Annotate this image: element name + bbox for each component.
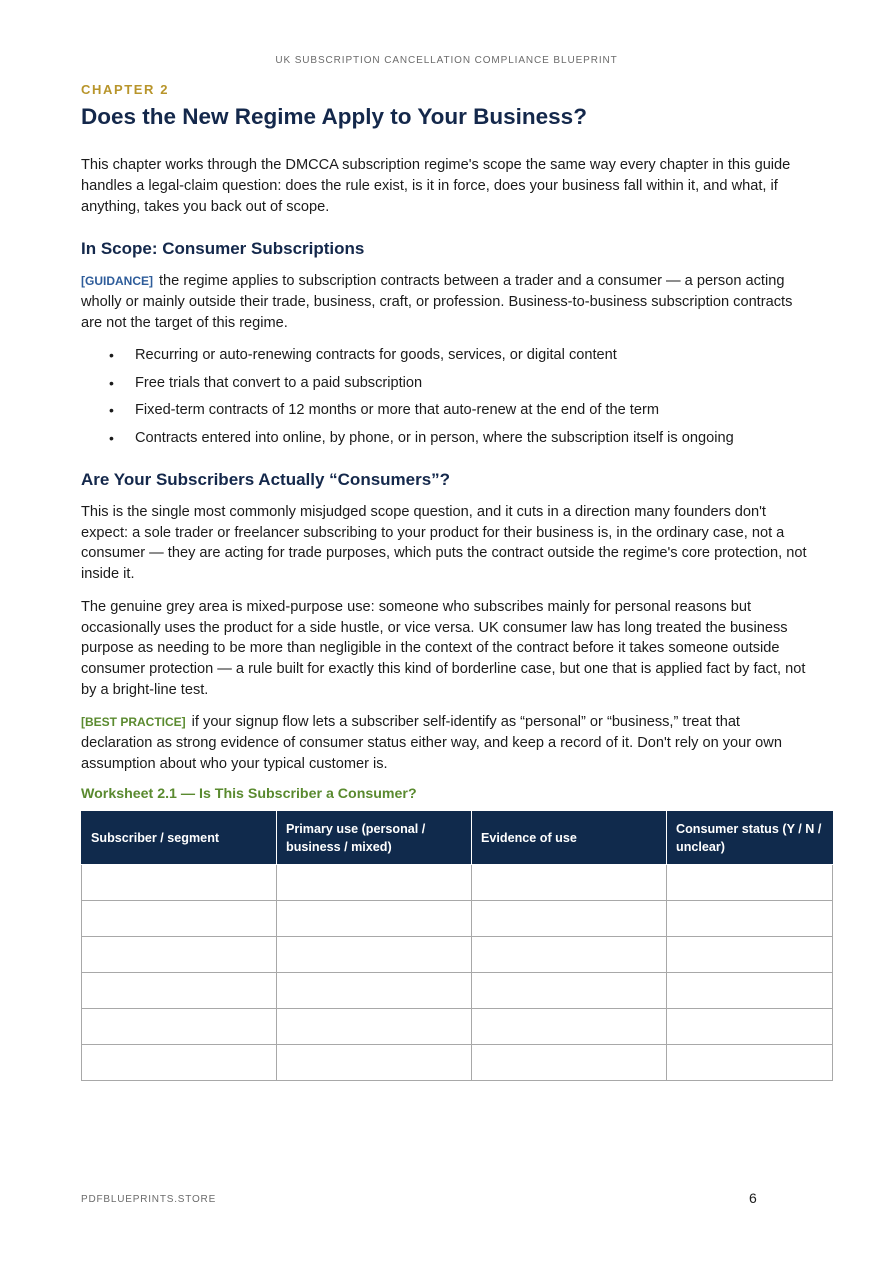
- table-cell[interactable]: [667, 973, 833, 1009]
- consumer-paragraph-1: This is the single most commonly misjudged scope question, and it cuts in a direction many founders don't expect: a sole trader or freelancer subscribing to your product for their business is, in the ordinary case, not a consumer — they are acting for trade purposes, which puts the contract outside the regime's core protection, not inside it.: [81, 504, 807, 583]
- bullet-icon: •: [109, 347, 114, 364]
- chapter-title: Does the New Regime Apply to Your Business?: [81, 104, 587, 129]
- guidance-paragraph: [81, 271, 811, 333]
- consumer-paragraph-2: The genuine grey area is mixed-purpose use: someone who subscribes mainly for personal reasons but occasionally uses the product for a side hustle, or vice versa. UK consumer law has long treated the business purpose as needing to be more than negligible in the context of the contract before it takes someone outside consumer protection — a rule built for exactly this kind of borderline case, but one that is applied fact by fact, not by a bright-line test.: [81, 598, 806, 698]
- table-row: [82, 1009, 833, 1045]
- table-row: [82, 1045, 833, 1081]
- table-cell[interactable]: [667, 1045, 833, 1081]
- best-practice-paragraph: [81, 712, 811, 774]
- table-cell[interactable]: [472, 973, 667, 1009]
- list-item: [81, 373, 811, 393]
- column-header: Evidence of use: [472, 812, 667, 865]
- guidance-text: the regime applies to subscription contracts between a trader and a consumer — a person acting wholly or mainly outside their trade, business, craft, or profession. Business-to-business subscription contracts are not the target of this regime.: [81, 273, 793, 331]
- table-row: [82, 937, 833, 973]
- table-cell[interactable]: [82, 973, 277, 1009]
- table-row: [82, 973, 833, 1009]
- table-cell[interactable]: [472, 937, 667, 973]
- bullet-icon: •: [109, 429, 114, 446]
- table-cell[interactable]: [472, 865, 667, 901]
- table-cell[interactable]: [82, 901, 277, 937]
- intro-paragraph: This chapter works through the DMCCA subscription regime's scope the same way every chapter in this guide handles a legal-claim question: does the rule exist, is it in force, does your business fall within it, and what, if anything, takes you back out of scope.: [81, 157, 791, 215]
- table-cell[interactable]: [472, 1009, 667, 1045]
- list-item: [81, 345, 811, 365]
- best-practice-text: if your signup flow lets a subscriber self-identify as “personal” or “business,” treat that declaration as strong evidence of consumer status either way, and keep a record of it. Don't rely on your own assumption about who your typical customer is.: [81, 714, 782, 772]
- table-cell[interactable]: [82, 865, 277, 901]
- running-header: UK SUBSCRIPTION CANCELLATION COMPLIANCE BLUEPRINT: [275, 55, 618, 66]
- table-cell[interactable]: [667, 901, 833, 937]
- table-cell[interactable]: [277, 1009, 472, 1045]
- worksheet-body: [82, 865, 833, 1081]
- table-cell[interactable]: [472, 901, 667, 937]
- column-header: Consumer status (Y / N / unclear): [667, 812, 833, 865]
- section-heading-consumers: Are Your Subscribers Actually “Consumers”?: [81, 469, 451, 489]
- list-item-text: Recurring or auto-renewing contracts for goods, services, or digital content: [135, 347, 617, 364]
- table-cell[interactable]: [667, 1009, 833, 1045]
- list-item: [81, 428, 811, 448]
- table-cell[interactable]: [472, 1045, 667, 1081]
- list-item-text: Contracts entered into online, by phone, or in person, where the subscription itself is ongoing: [135, 429, 734, 446]
- list-item-text: Fixed-term contracts of 12 months or more that auto-renew at the end of the term: [135, 402, 659, 419]
- bullet-icon: •: [109, 374, 114, 391]
- table-cell[interactable]: [277, 973, 472, 1009]
- table-cell[interactable]: [277, 901, 472, 937]
- list-item: [81, 400, 811, 420]
- table-header-row: [82, 812, 833, 865]
- table-cell[interactable]: [82, 1009, 277, 1045]
- section-heading-in-scope: In Scope: Consumer Subscriptions: [81, 239, 365, 259]
- table-cell[interactable]: [82, 937, 277, 973]
- page-content: [81, 82, 822, 1081]
- list-item-text: Free trials that convert to a paid subscription: [135, 374, 423, 391]
- table-row: [82, 901, 833, 937]
- column-header: Primary use (personal / business / mixed): [277, 812, 472, 865]
- bullet-icon: •: [109, 402, 114, 419]
- worksheet-table: [81, 811, 833, 1081]
- table-cell[interactable]: [277, 865, 472, 901]
- worksheet-title: Worksheet 2.1 — Is This Subscriber a Consumer?: [81, 786, 417, 803]
- footer-site: PDFBLUEPRINTS.STORE: [81, 1194, 217, 1205]
- best-practice-tag: [BEST PRACTICE]: [81, 715, 186, 730]
- page-number: 6: [749, 1190, 757, 1206]
- table-cell[interactable]: [277, 1045, 472, 1081]
- table-cell[interactable]: [667, 865, 833, 901]
- table-cell[interactable]: [82, 1045, 277, 1081]
- in-scope-list: [81, 345, 811, 448]
- chapter-label: CHAPTER 2: [81, 82, 170, 97]
- table-cell[interactable]: [667, 937, 833, 973]
- table-cell[interactable]: [277, 937, 472, 973]
- table-row: [82, 865, 833, 901]
- guidance-tag: [GUIDANCE]: [81, 274, 153, 289]
- column-header: Subscriber / segment: [82, 812, 277, 865]
